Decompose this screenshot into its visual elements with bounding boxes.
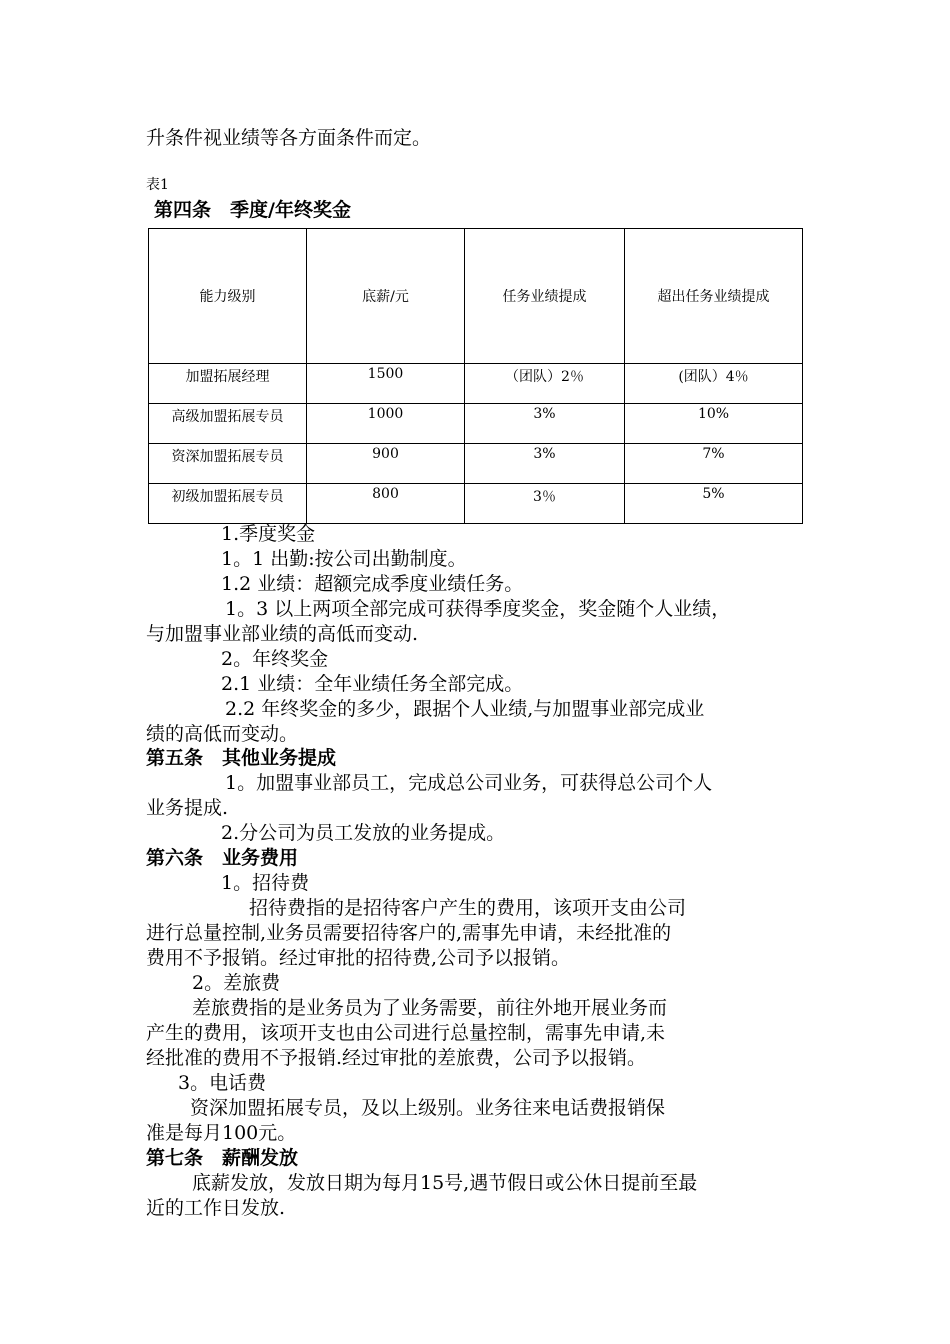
a4-line-1: 1.季度奖金 [221,523,316,545]
table-cell: 加盟拓展经理 [149,364,307,404]
a6-line-1: 1。招待费 [221,872,310,894]
article-7-title: 第七条 薪酬发放 [146,1147,299,1169]
header-cell: 任务业绩提成 [465,229,625,364]
a6-line-4: 费用不予报销。经过审批的招待费,公司予以报销。 [146,947,571,969]
table-cell: 900 [307,444,465,484]
table-cell: (团队）4％ [625,364,803,404]
header-cell: 超出任务业绩提成 [625,229,803,364]
header-cell: 底薪/元 [307,229,465,364]
table-cell: 资深加盟拓展专员 [149,444,307,484]
table-cell: 初级加盟拓展专员 [149,484,307,524]
a6-line-3: 进行总量控制,业务员需要招待客户的,需事先申请，未经批准的 [146,922,672,944]
a4-line-7: 2.1 业绩：全年业绩任务全部完成。 [221,673,524,695]
table-cell: 7% [625,444,803,484]
a5-line-2: 业务提成. [146,797,229,819]
a4-line-9: 绩的高低而变动。 [146,723,299,745]
a6-line-2: 招待费指的是招待客户产生的费用，该项开支由公司 [249,897,687,919]
a4-line-4: 1。3 以上两项全部完成可获得季度奖金，奖金随个人业绩， [225,598,731,620]
table-cell: 3% [465,404,625,444]
a7-line-2: 近的工作日发放. [146,1197,286,1219]
table-cell: 10% [625,404,803,444]
table-row [149,484,803,524]
header-cell: 能力级别 [149,229,307,364]
table-cell: 3％ [465,484,625,524]
a5-line-3: 2.分公司为员工发放的业务提成。 [221,822,506,844]
a4-line-5: 与加盟事业部业绩的高低而变动. [146,623,419,645]
article-6-title: 第六条 业务费用 [146,847,299,869]
table-header-row [149,229,803,364]
table-row [149,404,803,444]
table-caption: 表1 [146,177,169,193]
a6-line-5: 2。差旅费 [192,972,281,994]
table-cell: 1500 [307,364,465,404]
a6-line-11: 准是每月100元。 [146,1122,297,1144]
a4-line-2: 1。1 出勤:按公司出勤制度。 [221,548,467,570]
article-4-title: 第四条 季度/年终奖金 [154,199,351,221]
a6-line-6: 差旅费指的是业务员为了业务需要，前往外地开展业务而 [192,997,668,1019]
article-5-title: 第五条 其他业务提成 [146,747,337,769]
table-cell: 5% [625,484,803,524]
table-cell: 3% [465,444,625,484]
a6-line-10: 资深加盟拓展专员，及以上级别。业务往来电话费报销保 [190,1097,666,1119]
a7-line-1: 底薪发放，发放日期为每月15号,遇节假日或公休日提前至最 [192,1172,698,1194]
intro-line: 升条件视业绩等各方面条件而定。 [146,127,432,149]
a5-line-1: 1。加盟事业部员工，完成总公司业务，可获得总公司个人 [225,772,713,794]
table-row [149,444,803,484]
table-row [149,364,803,404]
a4-line-3: 1.2 业绩：超额完成季度业绩任务。 [221,573,524,595]
a4-line-8: 2.2 年终奖金的多少，跟据个人业绩,与加盟事业部完成业 [225,698,705,720]
a6-line-9: 3。电话费 [178,1072,267,1094]
table-cell: 高级加盟拓展专员 [149,404,307,444]
table-cell: 1000 [307,404,465,444]
a6-line-8: 经批准的费用不予报销.经过审批的差旅费，公司予以报销。 [146,1047,647,1069]
table-cell: （团队）2％ [465,364,625,404]
bonus-table [148,228,803,524]
table-cell: 800 [307,484,465,524]
a6-line-7: 产生的费用，该项开支也由公司进行总量控制，需事先申请,未 [146,1022,666,1044]
a4-line-6: 2。年终奖金 [221,648,329,670]
